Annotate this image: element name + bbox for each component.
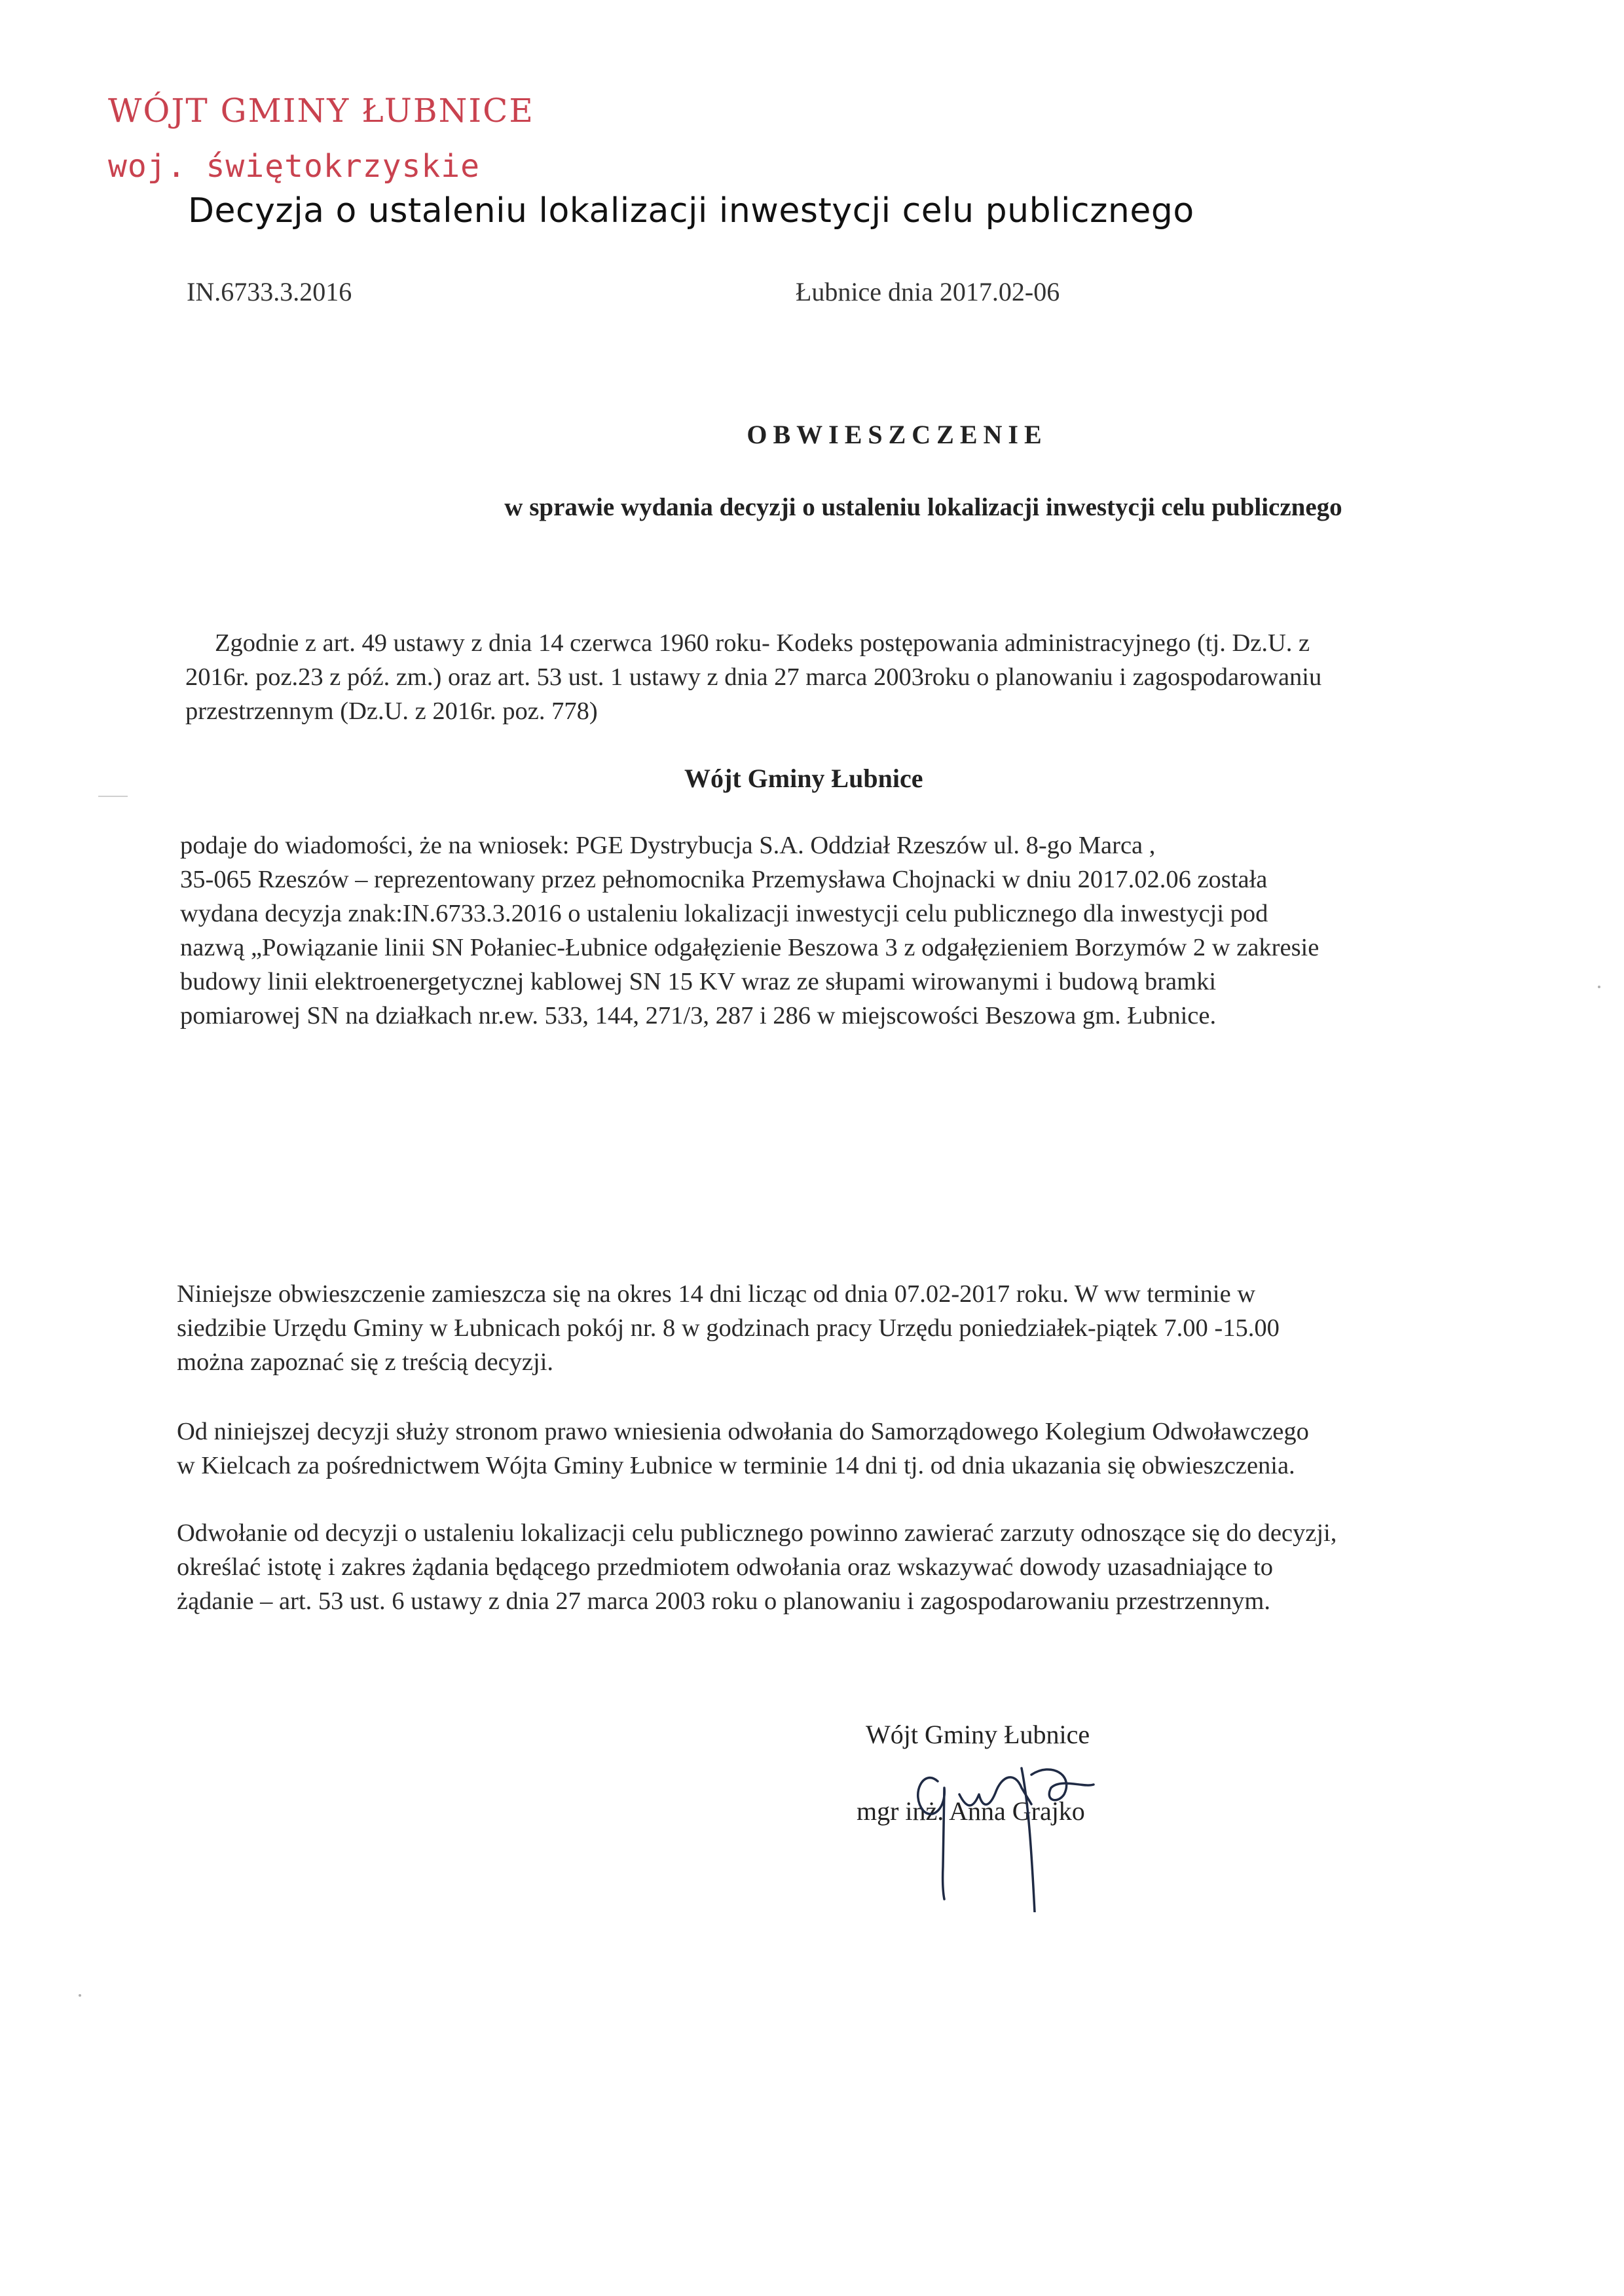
text-line: określać istotę i zakres żądania będącego przedmiotem odwołania oraz wskazywać dowody uzasadniające to — [177, 1553, 1274, 1581]
margin-mark — [98, 796, 128, 797]
scan-speck — [1598, 986, 1600, 988]
legal-basis-paragraph — [185, 626, 1321, 728]
signatory-name: mgr inż. Anna Grajko — [857, 1796, 1085, 1826]
decision-paragraph — [180, 828, 1319, 1033]
text-line: siedzibie Urzędu Gminy w Łubnicach pokój nr. 8 w godzinach pracy Urzędu poniedziałek-piątek 7.00 -15.00 — [177, 1314, 1280, 1342]
text-line: pomiarowej SN na działkach nr.ew. 533, 144, 271/3, 287 i 286 w miejscowości Beszowa gm. Łubnice. — [180, 1002, 1217, 1029]
handwritten-signature — [897, 1696, 1113, 1912]
text-line: nazwą „Powiązanie linii SN Połaniec-Łubnice odgałęzienie Beszowa 3 z odgałęzieniem Borzymów 2 w zakresie — [180, 934, 1320, 961]
text-line: Zgodnie z art. 49 ustawy z dnia 14 czerwca 1960 roku- Kodeks postępowania administracyjnego (tj. Dz.U. z — [215, 629, 1310, 657]
text-line: wydana decyzja znak:IN.6733.3.2016 o ustaleniu lokalizacji inwestycji celu publicznego dla inwestycji pod — [180, 900, 1268, 927]
signatory-office: Wójt Gminy Łubnice — [866, 1720, 1090, 1749]
text-line: 35-065 Rzeszów – reprezentowany przez pełnomocnika Przemysława Chojnacki w dniu 2017.02.06 została — [180, 866, 1268, 893]
document-title: Decyzja o ustaleniu lokalizacji inwestycji celu publicznego — [188, 191, 1194, 231]
text-line: Od niniejszej decyzji służy stronom prawo wniesienia odwołania do Samorządowego Kolegium Odwoławczego — [177, 1418, 1309, 1445]
stamp-office-name: WÓJT GMINY ŁUBNICE — [108, 92, 534, 130]
scan-speck — [79, 1994, 81, 1997]
stamp-voivodeship: woj. świętokrzyskie — [108, 148, 481, 185]
text-line: żądanie – art. 53 ust. 6 ustawy z dnia 27 marca 2003 roku o planowaniu i zagospodarowaniu przestrzennym. — [177, 1587, 1270, 1615]
text-line: 2016r. poz.23 z póź. zm.) oraz art. 53 ust. 1 ustawy z dnia 27 marca 2003roku o planowaniu i zagospodarowaniu — [185, 663, 1322, 691]
notice-subheading: w sprawie wydania decyzji o ustaleniu lokalizacji inwestycji celu publicznego — [504, 493, 1342, 521]
text-line: Odwołanie od decyzji o ustaleniu lokalizacji celu publicznego powinno zawierać zarzuty odnoszące się do decyzji, — [177, 1519, 1337, 1547]
notice-heading: OBWIESZCZENIE — [747, 420, 1048, 449]
text-line: budowy linii elektroenergetycznej kablowej SN 15 KV wraz ze słupami wirowanymi i budową bramki — [180, 968, 1217, 995]
appeal-requirements-paragraph — [177, 1516, 1337, 1618]
reference-number: IN.6733.3.2016 — [187, 277, 352, 306]
text-line: przestrzennym (Dz.U. z 2016r. poz. 778) — [185, 697, 598, 725]
text-line: Niniejsze obwieszczenie zamieszcza się na okres 14 dni licząc od dnia 07.02-2017 roku. W ww terminie w — [177, 1280, 1256, 1308]
text-line: w Kielcach za pośrednictwem Wójta Gminy Łubnice w terminie 14 dni tj. od dnia ukazania się obwieszczenia. — [177, 1452, 1295, 1479]
appeal-right-paragraph — [177, 1415, 1309, 1483]
authority-name: Wójt Gminy Łubnice — [684, 764, 923, 793]
text-line: można zapoznać się z treścią decyzji. — [177, 1348, 554, 1376]
text-line: podaje do wiadomości, że na wniosek: PGE Dystrybucja S.A. Oddział Rzeszów ul. 8-go Marca , — [180, 832, 1156, 859]
publication-period-paragraph — [177, 1277, 1280, 1379]
place-and-date: Łubnice dnia 2017.02-06 — [796, 277, 1060, 306]
